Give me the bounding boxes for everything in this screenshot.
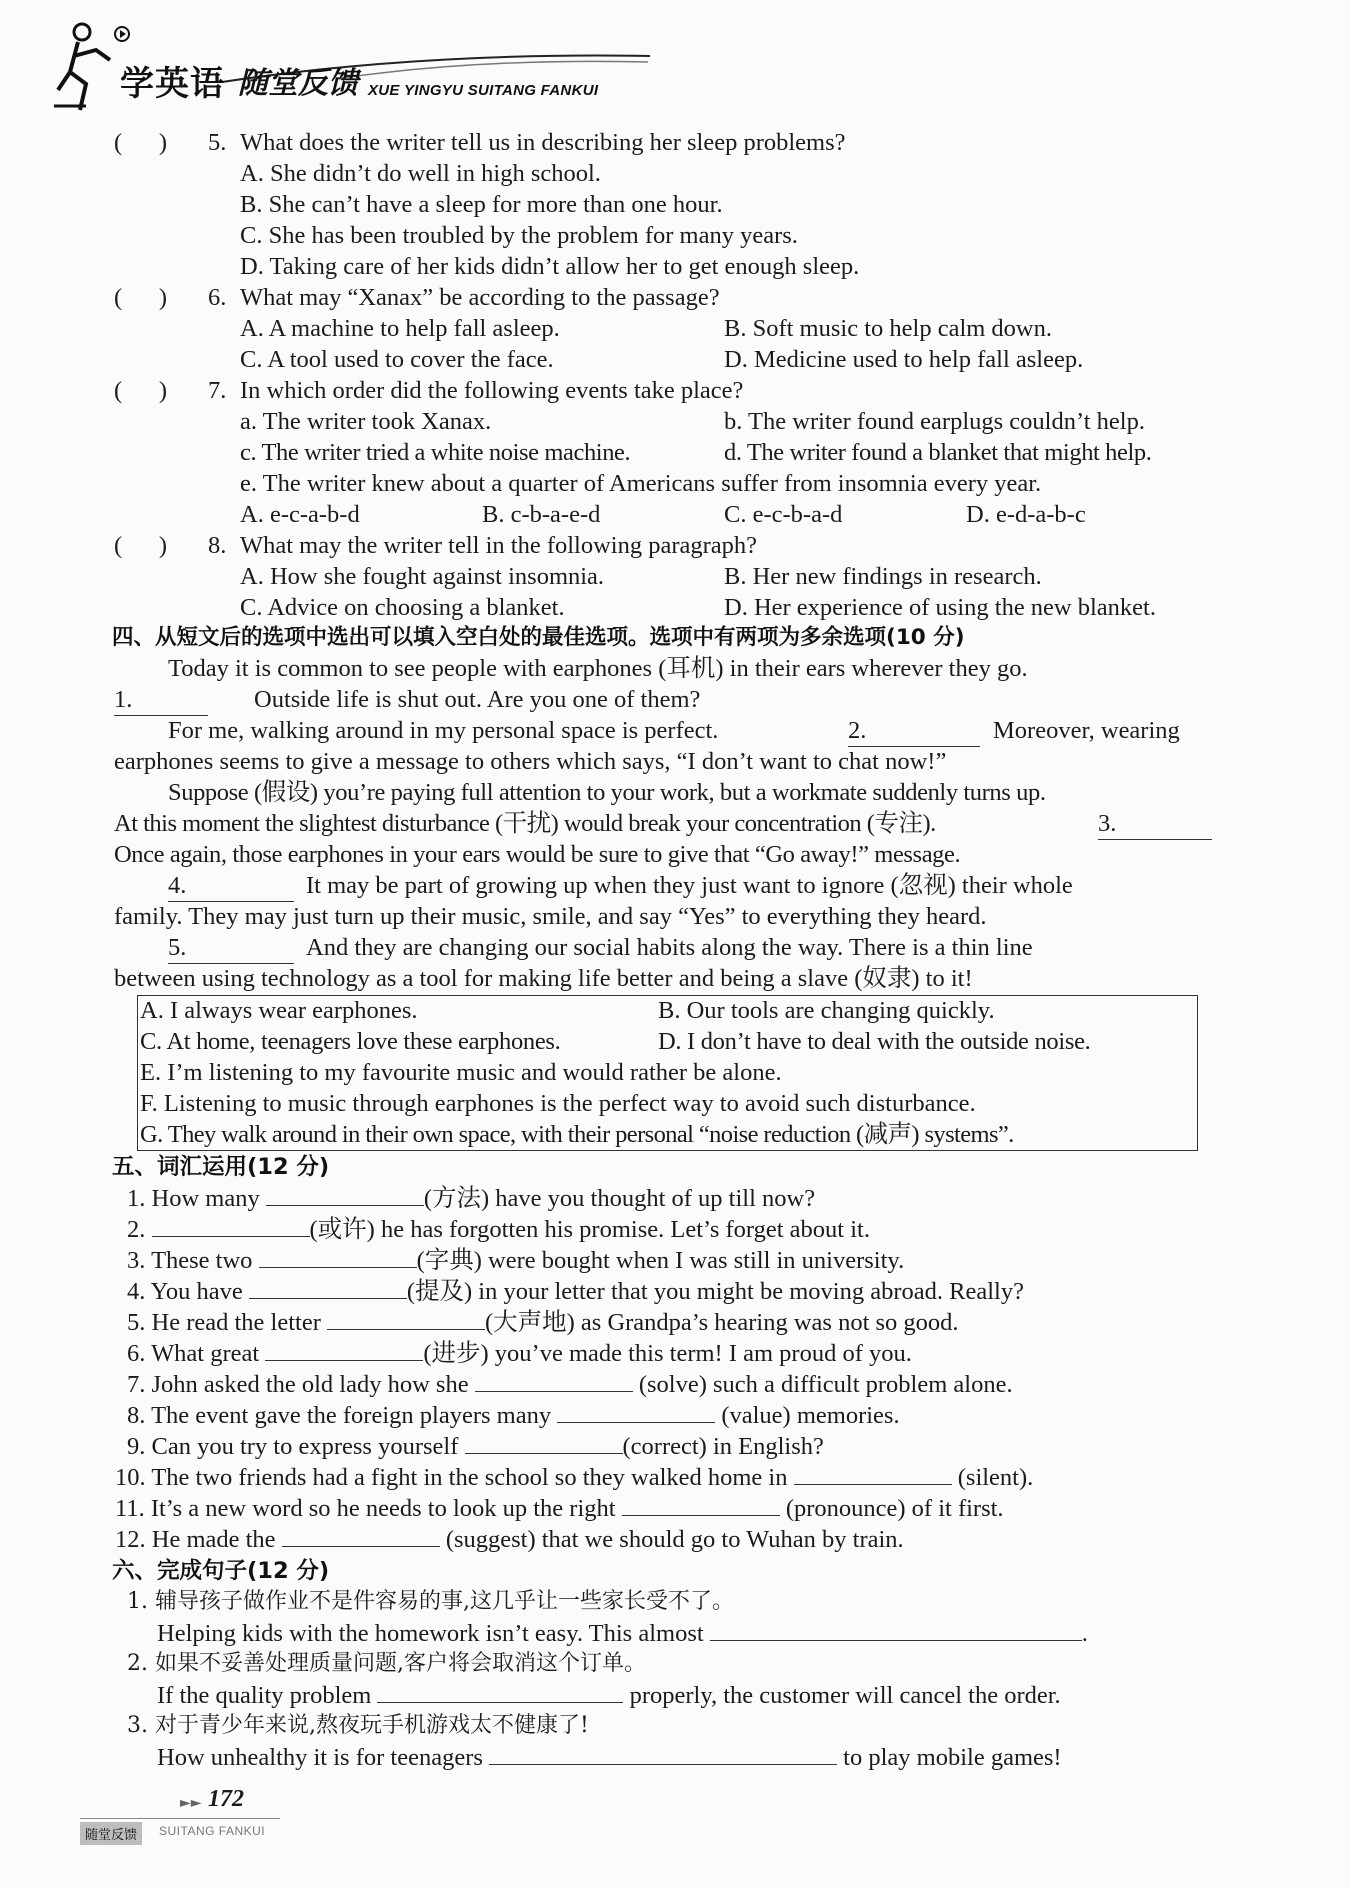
answer-blank[interactable] xyxy=(622,1493,780,1516)
blank-number: 2. xyxy=(848,716,980,747)
option-a: A. How she fought against insomnia. xyxy=(240,563,605,590)
option-c: C. e-c-b-a-d xyxy=(724,501,843,528)
vocab-item xyxy=(127,1245,904,1276)
page-header xyxy=(52,18,652,116)
option-d: D. I don’t have to deal with the outside noise. xyxy=(658,1028,1091,1055)
passage-line: Suppose (假设) you’re paying full attention to your work, but a workmate suddenly turns up. xyxy=(168,779,1046,806)
option-c: C. At home, teenagers love these earphones. xyxy=(140,1028,561,1055)
option-d: D. e-d-a-b-c xyxy=(966,501,1086,528)
item-post: (suggest) that we should go to Wuhan by train. xyxy=(445,1526,904,1553)
item-pre: What great xyxy=(151,1340,260,1367)
answer-bracket[interactable]: ( ) xyxy=(114,284,168,311)
item-post: (correct) in English? xyxy=(622,1433,824,1460)
vocab-item xyxy=(127,1183,815,1214)
item-number: 1. xyxy=(127,1185,146,1212)
footer-tag-en: SUITANG FANKUI xyxy=(159,1824,266,1838)
question-stem: What may “Xanax” be according to the passage? xyxy=(240,284,720,311)
answer-blank[interactable] xyxy=(152,1214,310,1237)
item-number: 8. xyxy=(127,1402,146,1429)
blank-4[interactable] xyxy=(168,871,294,902)
question-stem: What does the writer tell us in describing her sleep problems? xyxy=(240,129,846,156)
option-d: D. Taking care of her kids didn’t allow her to get enough sleep. xyxy=(240,253,860,280)
item-pre: It’s a new word so he needs to look up the right xyxy=(150,1495,616,1522)
passage-line: At this moment the slightest disturbance (干扰) would break your concentration (专注). xyxy=(114,810,936,837)
vocab-item xyxy=(115,1462,1033,1493)
passage-line: between using technology as a tool for making life better and being a slave (奴隶) to it! xyxy=(114,965,973,992)
section-4-title: 四、从短文后的选项中选出可以填入空白处的最佳选项。选项中有两项为多余选项(10 分) xyxy=(112,625,965,650)
option-c: C. Advice on choosing a blanket. xyxy=(240,594,565,621)
passage-line: earphones seems to give a message to others which says, “I don’t want to chat now!” xyxy=(114,748,947,775)
sentence-pre: How unhealthy it is for teenagers xyxy=(157,1744,483,1771)
event-c: c. The writer tried a white noise machine. xyxy=(240,439,631,466)
answer-blank[interactable] xyxy=(249,1276,407,1299)
blank-number: 4. xyxy=(168,871,294,902)
section-6-title: 六、完成句子(12 分) xyxy=(112,1558,330,1584)
item-pre: He read the letter xyxy=(151,1309,321,1336)
answer-bracket[interactable]: ( ) xyxy=(114,532,168,559)
option-g: G. They walk around in their own space, with their personal “noise reduction (减声) systems”. xyxy=(140,1121,1014,1148)
blank-3[interactable] xyxy=(1098,809,1212,840)
item-number: 12. xyxy=(115,1526,146,1553)
passage-line: Today it is common to see people with earphones (耳机) in their ears wherever they go. xyxy=(168,655,1028,682)
answer-blank[interactable] xyxy=(327,1307,485,1330)
vocab-item xyxy=(127,1338,912,1369)
option-e: E. I’m listening to my favourite music and would rather be alone. xyxy=(140,1059,782,1086)
option-b: B. c-b-a-e-d xyxy=(482,501,601,528)
brand-title-en: XUE YINGYU SUITANG FANKUI xyxy=(368,82,599,99)
passage-line: And they are changing our social habits along the way. There is a thin line xyxy=(306,934,1033,961)
item-post: (方法) have you thought of up till now? xyxy=(423,1185,816,1212)
item-pre: John asked the old lady how she xyxy=(151,1371,469,1398)
item-post: (pronounce) of it first. xyxy=(785,1495,1004,1522)
sentence-en xyxy=(157,1742,1062,1773)
sentence-post: properly, the customer will cancel the order. xyxy=(629,1682,1061,1709)
passage-line: Once again, those earphones in your ears would be sure to give that “Go away!” message. xyxy=(114,841,961,868)
option-a: A. She didn’t do well in high school. xyxy=(240,160,601,187)
option-a: A. I always wear earphones. xyxy=(140,997,418,1024)
answer-bracket[interactable]: ( ) xyxy=(114,377,168,404)
item-number: 7. xyxy=(127,1371,146,1398)
option-b: B. Soft music to help calm down. xyxy=(724,315,1052,342)
passage-line: Outside life is shut out. Are you one of them? xyxy=(254,686,701,713)
vocab-item xyxy=(115,1524,904,1555)
option-c: C. A tool used to cover the face. xyxy=(240,346,554,373)
brand-subtitle-cn: 随堂反馈 xyxy=(238,66,358,101)
vocab-item xyxy=(127,1400,900,1431)
item-post: (solve) such a difficult problem alone. xyxy=(638,1371,1013,1398)
answer-blank[interactable] xyxy=(557,1400,715,1423)
vocab-item xyxy=(127,1431,824,1462)
option-b: B. Our tools are changing quickly. xyxy=(658,997,995,1024)
option-a: A. e-c-a-b-d xyxy=(240,501,360,528)
vocab-item xyxy=(127,1276,1024,1307)
answer-blank[interactable] xyxy=(282,1524,440,1547)
event-d: d. The writer found a blanket that might help. xyxy=(724,439,1152,466)
option-f: F. Listening to music through earphones is the perfect way to avoid such disturbance. xyxy=(140,1090,976,1117)
item-number: 10. xyxy=(115,1464,146,1491)
answer-blank[interactable] xyxy=(489,1742,837,1765)
item-pre: The two friends had a fight in the school so they walked home in xyxy=(151,1464,788,1491)
sentence-cn: 2. 如果不妥善处理质量问题,客户将会取消这个订单。 xyxy=(127,1651,646,1676)
event-e: e. The writer knew about a quarter of Americans suffer from insomnia every year. xyxy=(240,470,1042,497)
item-number: 3. xyxy=(127,1247,146,1274)
page-number: 172 xyxy=(208,1786,244,1812)
item-number: 9. xyxy=(127,1433,146,1460)
question-number: 8. xyxy=(208,532,227,559)
vocab-item xyxy=(127,1369,1013,1400)
option-b: B. Her new findings in research. xyxy=(724,563,1042,590)
answer-blank[interactable] xyxy=(465,1431,623,1454)
event-a: a. The writer took Xanax. xyxy=(240,408,492,435)
vocab-item xyxy=(127,1307,959,1338)
passage-line: It may be part of growing up when they just want to ignore (忽视) their whole xyxy=(306,872,1073,899)
sentence-cn: 1. 辅导孩子做作业不是件容易的事,这几乎让一些家长受不了。 xyxy=(127,1589,734,1614)
item-post: (大声地) as Grandpa’s hearing was not so good. xyxy=(484,1309,959,1336)
event-b: b. The writer found earplugs couldn’t help. xyxy=(724,408,1145,435)
answer-blank[interactable] xyxy=(259,1245,417,1268)
item-post: (提及) in your letter that you might be moving abroad. Really? xyxy=(406,1278,1024,1305)
vocab-item xyxy=(115,1493,1004,1524)
item-pre: You have xyxy=(150,1278,243,1305)
item-number: 11. xyxy=(115,1495,145,1522)
item-post: (value) memories. xyxy=(721,1402,900,1429)
answer-blank[interactable] xyxy=(265,1338,423,1361)
sentence-pre: Helping kids with the homework isn’t easy. This almost xyxy=(157,1620,704,1647)
sentence-post: . xyxy=(1081,1620,1088,1647)
sentence-en xyxy=(157,1680,1061,1711)
option-c: C. She has been troubled by the problem for many years. xyxy=(240,222,798,249)
question-number: 7. xyxy=(208,377,227,404)
option-d: D. Her experience of using the new blanket. xyxy=(724,594,1156,621)
blank-1[interactable] xyxy=(114,685,208,716)
option-b: B. She can’t have a sleep for more than one hour. xyxy=(240,191,723,218)
double-arrow-icon: ►► xyxy=(180,1795,202,1811)
question-stem: What may the writer tell in the following paragraph? xyxy=(240,532,758,559)
passage-line: Moreover, wearing xyxy=(993,717,1180,744)
item-number: 5. xyxy=(127,1309,146,1336)
item-number: 6. xyxy=(127,1340,146,1367)
answer-bracket[interactable]: ( ) xyxy=(114,129,168,156)
vocab-item xyxy=(127,1214,870,1245)
option-d: D. Medicine used to help fall asleep. xyxy=(724,346,1084,373)
item-pre: The event gave the foreign players many xyxy=(151,1402,552,1429)
question-number: 5. xyxy=(208,129,227,156)
blank-number: 5. xyxy=(168,933,294,964)
brand-title-cn: 学英语 xyxy=(120,64,225,104)
blank-number: 1. xyxy=(114,685,208,716)
answer-blank[interactable] xyxy=(794,1462,952,1485)
item-post: (silent). xyxy=(957,1464,1034,1491)
footer-divider xyxy=(80,1818,280,1819)
question-number: 6. xyxy=(208,284,227,311)
item-pre: Can you try to express yourself xyxy=(151,1433,459,1460)
blank-number: 3. xyxy=(1098,809,1212,840)
item-post: (或许) he has forgotten his promise. Let’s forget about it. xyxy=(309,1216,870,1243)
item-number: 2. xyxy=(127,1216,146,1243)
item-post: (字典) were bought when I was still in university. xyxy=(416,1247,905,1274)
item-pre: He made the xyxy=(151,1526,276,1553)
item-pre: These two xyxy=(151,1247,253,1274)
sentence-cn: 3. 对于青少年来说,熬夜玩手机游戏太不健康了! xyxy=(127,1713,589,1738)
passage-line: family. They may just turn up their music, smile, and say “Yes” to everything they heard. xyxy=(114,903,987,930)
section-5-title: 五、词汇运用(12 分) xyxy=(112,1154,330,1180)
sentence-post: to play mobile games! xyxy=(843,1744,1062,1771)
blank-2[interactable] xyxy=(848,716,980,747)
question-stem: In which order did the following events take place? xyxy=(240,377,744,404)
sentence-pre: If the quality problem xyxy=(157,1682,372,1709)
passage-line: For me, walking around in my personal space is perfect. xyxy=(168,717,719,744)
sentence-en xyxy=(157,1618,1088,1649)
answer-blank[interactable] xyxy=(266,1183,424,1206)
blank-5[interactable] xyxy=(168,933,294,964)
item-post: (进步) you’ve made this term! I am proud of you. xyxy=(423,1340,912,1367)
footer-tag-cn: 随堂反馈 xyxy=(80,1822,142,1845)
answer-blank[interactable] xyxy=(710,1618,1082,1641)
item-pre: How many xyxy=(151,1185,260,1212)
item-number: 4. xyxy=(127,1278,146,1305)
answer-blank[interactable] xyxy=(475,1369,633,1392)
answer-blank[interactable] xyxy=(377,1680,623,1703)
option-a: A. A machine to help fall asleep. xyxy=(240,315,560,342)
